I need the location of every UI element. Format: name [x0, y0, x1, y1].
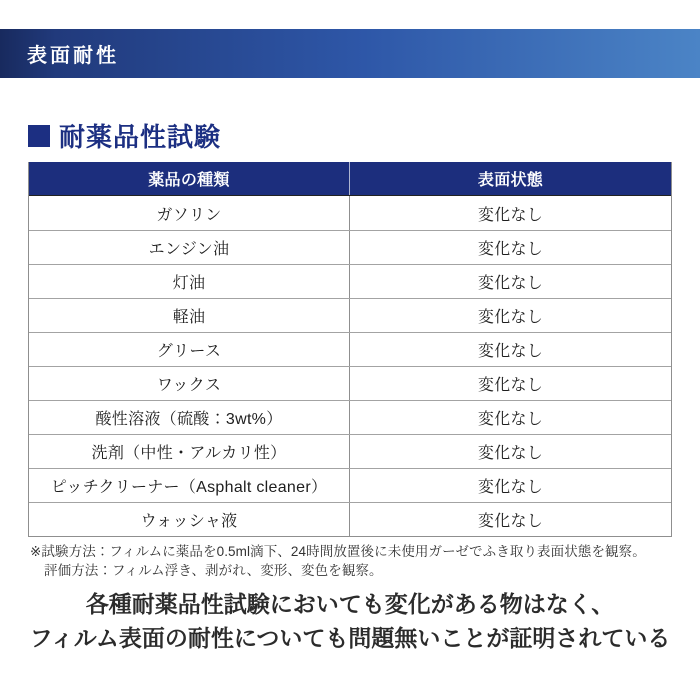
- status-cell: 変化なし: [477, 445, 544, 462]
- table-row: [29, 366, 671, 400]
- status-cell: 変化なし: [477, 479, 544, 496]
- chemical-cell: グリース: [29, 333, 350, 366]
- test-method-notes: [30, 543, 646, 581]
- status-cell: 変化なし: [477, 275, 544, 292]
- chemical-cell: 洗剤（中性・アルカリ性）: [29, 435, 350, 468]
- section-heading: [28, 117, 221, 154]
- table-row: [29, 230, 671, 264]
- header-bar: [0, 29, 700, 78]
- header-bar-title: 表面耐性: [27, 45, 119, 67]
- status-cell: 変化なし: [477, 377, 544, 394]
- table-row: [29, 332, 671, 366]
- table-row: [29, 400, 671, 434]
- table-row: [29, 298, 671, 332]
- table-row: [29, 434, 671, 468]
- table-row: [29, 502, 671, 536]
- chemical-cell: 灯油: [29, 265, 350, 298]
- column-header-chemical: 薬品の種類: [29, 162, 350, 195]
- chemical-cell: ピッチクリーナー（Asphalt cleaner）: [29, 469, 350, 502]
- chemical-resistance-table: [28, 162, 672, 537]
- status-cell: 変化なし: [477, 309, 544, 326]
- chemical-cell: ウォッシャ液: [29, 503, 350, 536]
- status-cell: 変化なし: [477, 411, 544, 428]
- status-cell: 変化なし: [477, 241, 544, 258]
- chemical-cell: ワックス: [29, 367, 350, 400]
- status-cell: 変化なし: [477, 206, 544, 224]
- table-body: [29, 196, 671, 536]
- section-title: 耐薬品性試験: [59, 122, 222, 152]
- note-test-method: ※試験方法：フィルムに薬品を0.5ml滴下、24時間放置後に未使用ガーゼでふき取り表面状態を観察。: [30, 544, 646, 559]
- chemical-cell: 軽油: [29, 299, 350, 332]
- chemical-cell: ガソリン: [29, 196, 350, 230]
- chemical-cell: エンジン油: [29, 231, 350, 264]
- table-header-row: [29, 162, 671, 196]
- status-cell: 変化なし: [477, 343, 544, 360]
- conclusion-line-2: フィルム表面の耐性についても問題無いことが証明されている: [29, 625, 671, 652]
- table-row: [29, 468, 671, 502]
- conclusion-text: [0, 587, 700, 655]
- square-bullet-icon: [28, 125, 50, 147]
- table-row: [29, 196, 671, 230]
- chemical-cell: 酸性溶液（硫酸：3wt%）: [29, 401, 350, 434]
- column-header-status: 表面状態: [477, 172, 544, 189]
- status-cell: 変化なし: [477, 513, 544, 530]
- table-row: [29, 264, 671, 298]
- conclusion-line-1: 各種耐薬品性試験においても変化がある物はなく、: [85, 591, 615, 617]
- note-evaluation-method: 評価方法：フィルム浮き、剥がれ、変形、変色を観察。: [44, 562, 383, 578]
